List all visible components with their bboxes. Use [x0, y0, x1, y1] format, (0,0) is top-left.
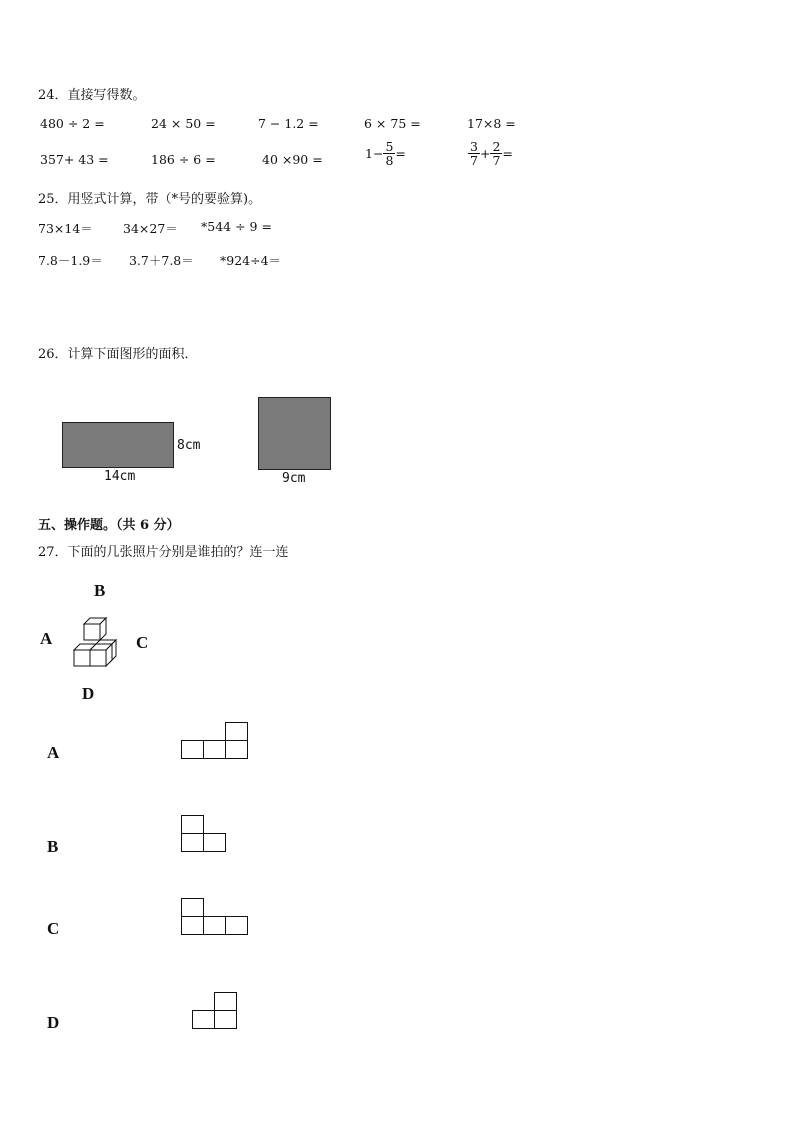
- fraction-2-7: [490, 140, 502, 167]
- q24-expr-7: 186 ÷ 6 =: [151, 152, 216, 167]
- q25-expr-2: 34×27＝: [123, 221, 178, 236]
- q25-title: 25．用竖式计算，带（*号的要验算)。: [38, 192, 262, 207]
- q25-expr-3: *544 ÷ 9 =: [201, 219, 272, 234]
- position-label-bottom: D: [82, 684, 95, 703]
- q24-title: 24．直接写得数。: [38, 88, 146, 103]
- fraction-numerator: 5: [385, 139, 394, 154]
- q25-expr-1: 73×14＝: [38, 221, 93, 236]
- rectangle-height-label: 8cm: [177, 438, 201, 453]
- q26-title: 26．计算下面图形的面积．: [38, 347, 198, 362]
- view-shape-c: [181, 897, 253, 937]
- fraction-3-7: [468, 140, 480, 167]
- position-label-right: C: [136, 633, 149, 652]
- fraction-denominator: 7: [492, 153, 501, 169]
- fraction-numerator: 3: [470, 139, 478, 154]
- view-label-d: D: [47, 1013, 60, 1032]
- q24-expr-9: [365, 140, 406, 167]
- section-5-title: 五、操作题。（共 6 分）: [38, 518, 180, 533]
- position-label-left: A: [40, 629, 53, 648]
- view-label-b: B: [47, 837, 59, 856]
- fraction-denominator: 8: [385, 153, 394, 169]
- square-figure: [258, 397, 331, 470]
- fraction-5-8: [383, 140, 395, 167]
- view-shape-d: [192, 991, 242, 1031]
- view-label-c: C: [47, 919, 60, 938]
- rectangle-figure: [62, 422, 174, 468]
- square-side-label: 9cm: [282, 471, 306, 486]
- plus-sign: +: [479, 146, 491, 162]
- q24-expr-4: 6 × 75 =: [364, 116, 421, 131]
- q24-expr-1: 480 ÷ 2 =: [40, 116, 105, 131]
- view-label-a: A: [47, 743, 60, 762]
- position-label-top: B: [94, 581, 106, 600]
- q24-expr-5: 17×8 =: [467, 116, 516, 131]
- q25-expr-6: *924÷4＝: [220, 253, 282, 268]
- rectangle-width-label: 14cm: [104, 469, 136, 484]
- q24-expr-8: 40 ×90 =: [262, 152, 323, 167]
- q27-title: 27．下面的几张照片分别是谁拍的？连一连: [38, 545, 289, 560]
- view-shape-a: [181, 721, 251, 761]
- view-shape-b: [181, 814, 231, 854]
- equals-sign: =: [502, 146, 513, 162]
- q25-expr-4: 7.8－1.9＝: [38, 253, 103, 268]
- frac-whole: 1−: [365, 146, 384, 162]
- fraction-denominator: 7: [470, 153, 478, 169]
- q24-expr-6: 357+ 43 =: [40, 152, 109, 167]
- q25-expr-5: 3.7＋7.8＝: [129, 253, 194, 268]
- cube-stack-figure: [70, 614, 120, 670]
- fraction-numerator: 2: [492, 139, 501, 154]
- q24-expr-10: [468, 140, 513, 167]
- q24-expr-3: 7 − 1.2 =: [258, 116, 319, 131]
- q24-expr-2: 24 × 50 =: [151, 116, 216, 131]
- equals-sign: =: [395, 146, 406, 162]
